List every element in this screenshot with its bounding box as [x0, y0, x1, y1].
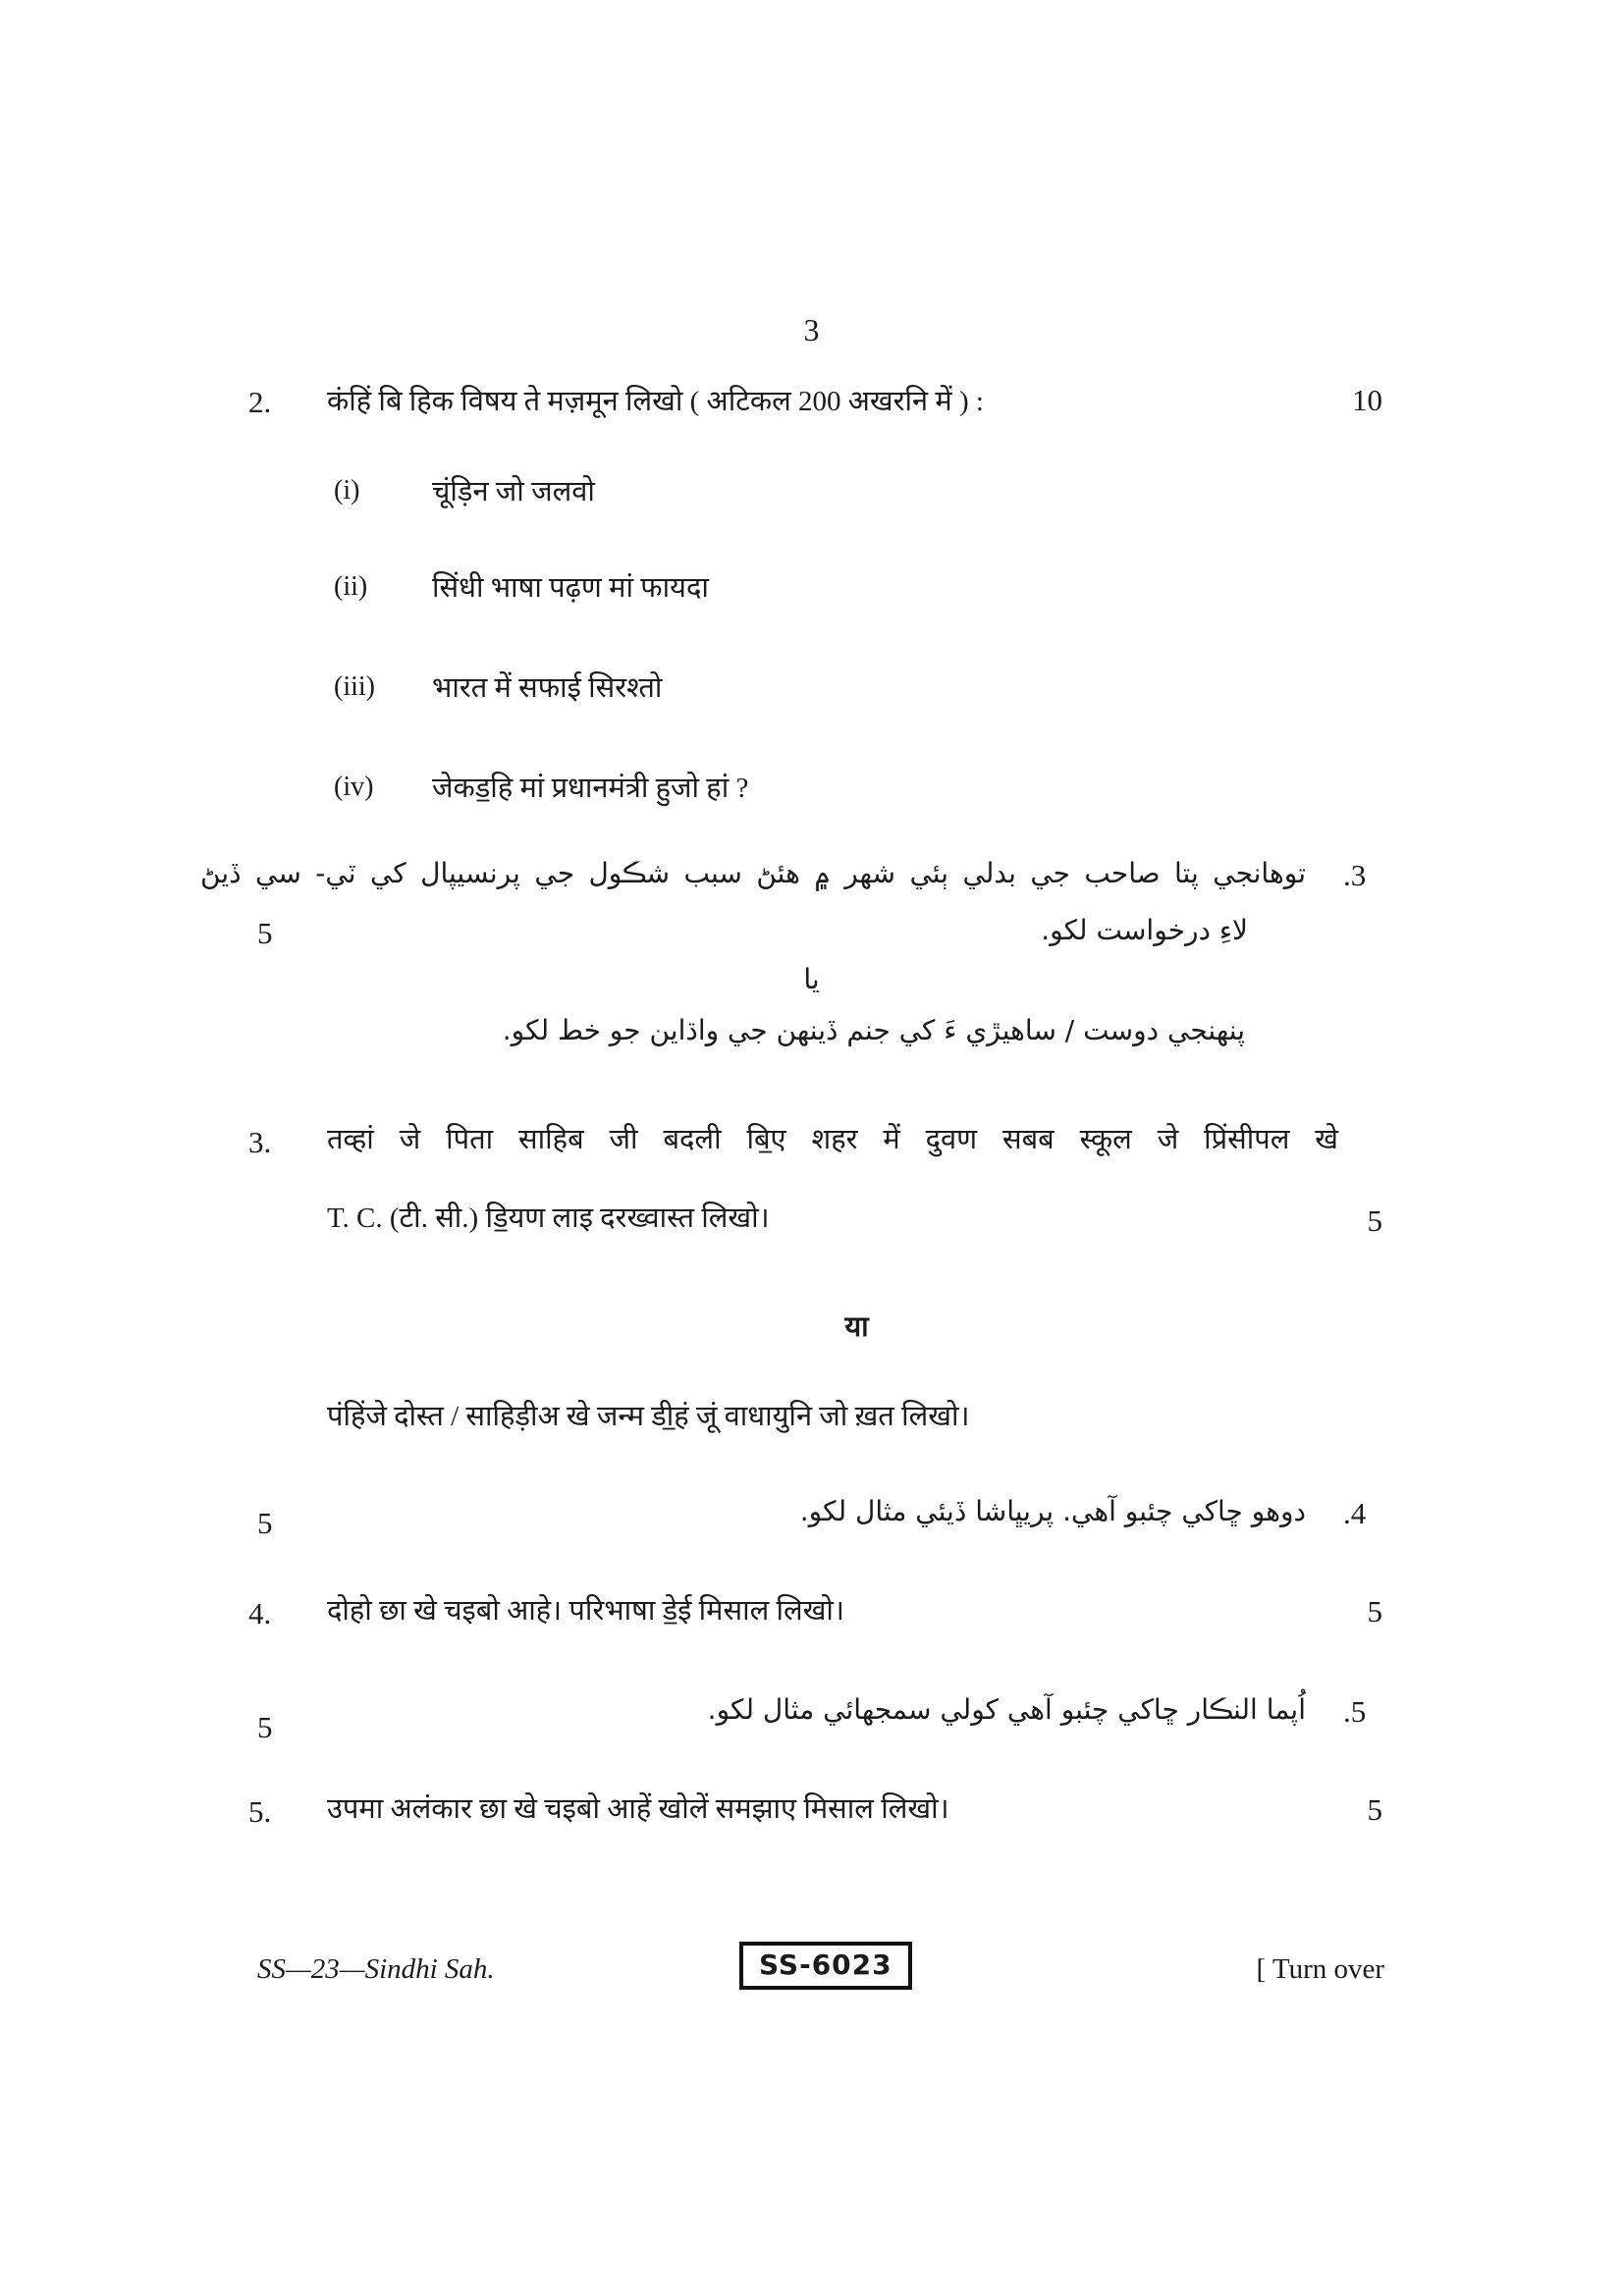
question-2-item-i-text: चूंड़िन जो जलवो [432, 476, 595, 507]
question-3-sindhi-line1: توهانجي پتا صاحب جي بدلي ٻئي شهر ۾ هئڻ سبب شڪول جي پرنسيپال کي ٽي- سي ڏيڻ [200, 857, 1306, 889]
question-4-hindi-number: 4. [248, 1596, 272, 1630]
question-2-number: 2. [248, 385, 272, 419]
question-4-hindi-marks: 5 [1367, 1594, 1382, 1629]
question-5-hindi-text: उपमा अलंकार छा खे चइबो आहें खोलें समझाए मिसाल लिखो। [327, 1793, 949, 1825]
question-2-item-ii-text: सिंधी भाषा पढ़ण मां फायदा [432, 572, 709, 604]
question-3-hindi-line1: तव्हां जे पिता साहिब जी बदली बि̲ए शहर में दुवण सबब स्कूल जे प्रिंसीपल खे [327, 1124, 1338, 1155]
question-3-sindhi-or-separator: يا [803, 963, 820, 995]
question-2-item-iv-text: जेकड̲हि मां प्रधानमंत्री हुजो हां ? [432, 773, 749, 804]
page-number: 3 [803, 312, 820, 347]
question-2-item-i-label: (i) [334, 475, 360, 506]
question-2-item-iv-label: (iv) [334, 772, 374, 802]
question-2-item-iii-label: (iii) [334, 671, 375, 702]
footer-turn-over-note: [ Turn over [1256, 1953, 1384, 1985]
question-3-hindi-marks: 5 [1367, 1203, 1382, 1238]
question-4-hindi-text: दोहो छा खे चइबो आहे। परिभाषा डे̲ई मिसाल लिखो। [327, 1595, 844, 1627]
question-2-item-ii-label: (ii) [334, 571, 368, 602]
question-5-sindhi-text: اُپما النڪار ڇاکي چئبو آهي کولي سمجهائي مثال لکو. [707, 1693, 1306, 1726]
question-2-text: कंहिं बि हिक विषय ते मज़मून लिखो ( अटिकल 200 अखरनि में ) : [327, 386, 984, 417]
question-5-hindi-number: 5. [248, 1794, 272, 1829]
question-5-sindhi-number: .5 [1343, 1694, 1367, 1729]
question-4-sindhi-text: دوهو ڇاکي چئبو آهي. پريڀاشا ڏيئي مثال لکو. [799, 1495, 1306, 1527]
question-3-hindi-number: 3. [248, 1125, 272, 1159]
question-4-sindhi-number: .4 [1343, 1496, 1367, 1530]
question-3-sindhi-number: .3 [1343, 858, 1367, 892]
question-3-hindi-alternative: पंहिंजे दोस्त / साहिड़ीअ खे जन्म डी̲हं जूं वाधायुनि जो ख़त लिखो। [327, 1401, 970, 1432]
question-3-sindhi-marks: 5 [257, 916, 273, 950]
question-3-sindhi-line2: لاءِ درخواست لکو. [1041, 914, 1248, 946]
question-2-item-iii-text: भारत में सफाई सिरश्तो [432, 672, 663, 704]
footer-paper-code: SS—23—Sindhi Sah. [257, 1953, 495, 1985]
question-5-sindhi-marks: 5 [257, 1710, 273, 1744]
question-4-sindhi-marks: 5 [257, 1506, 273, 1540]
question-2-marks: 10 [1352, 383, 1382, 417]
question-3-hindi-line2: T. C. (टी. सी.) डि̲यण लाइ दरख्वास्त लिखो। [327, 1202, 770, 1234]
question-5-hindi-marks: 5 [1367, 1792, 1382, 1827]
footer-series-code-box: SS-6023 [739, 1942, 912, 1990]
question-3-sindhi-alternative: پنهنجي دوست / ساهيڙي ءَ کي جنم ڏينهن جي واڌاين جو خط لکو. [502, 1014, 1245, 1046]
question-3-hindi-or-separator: या [844, 1311, 869, 1343]
